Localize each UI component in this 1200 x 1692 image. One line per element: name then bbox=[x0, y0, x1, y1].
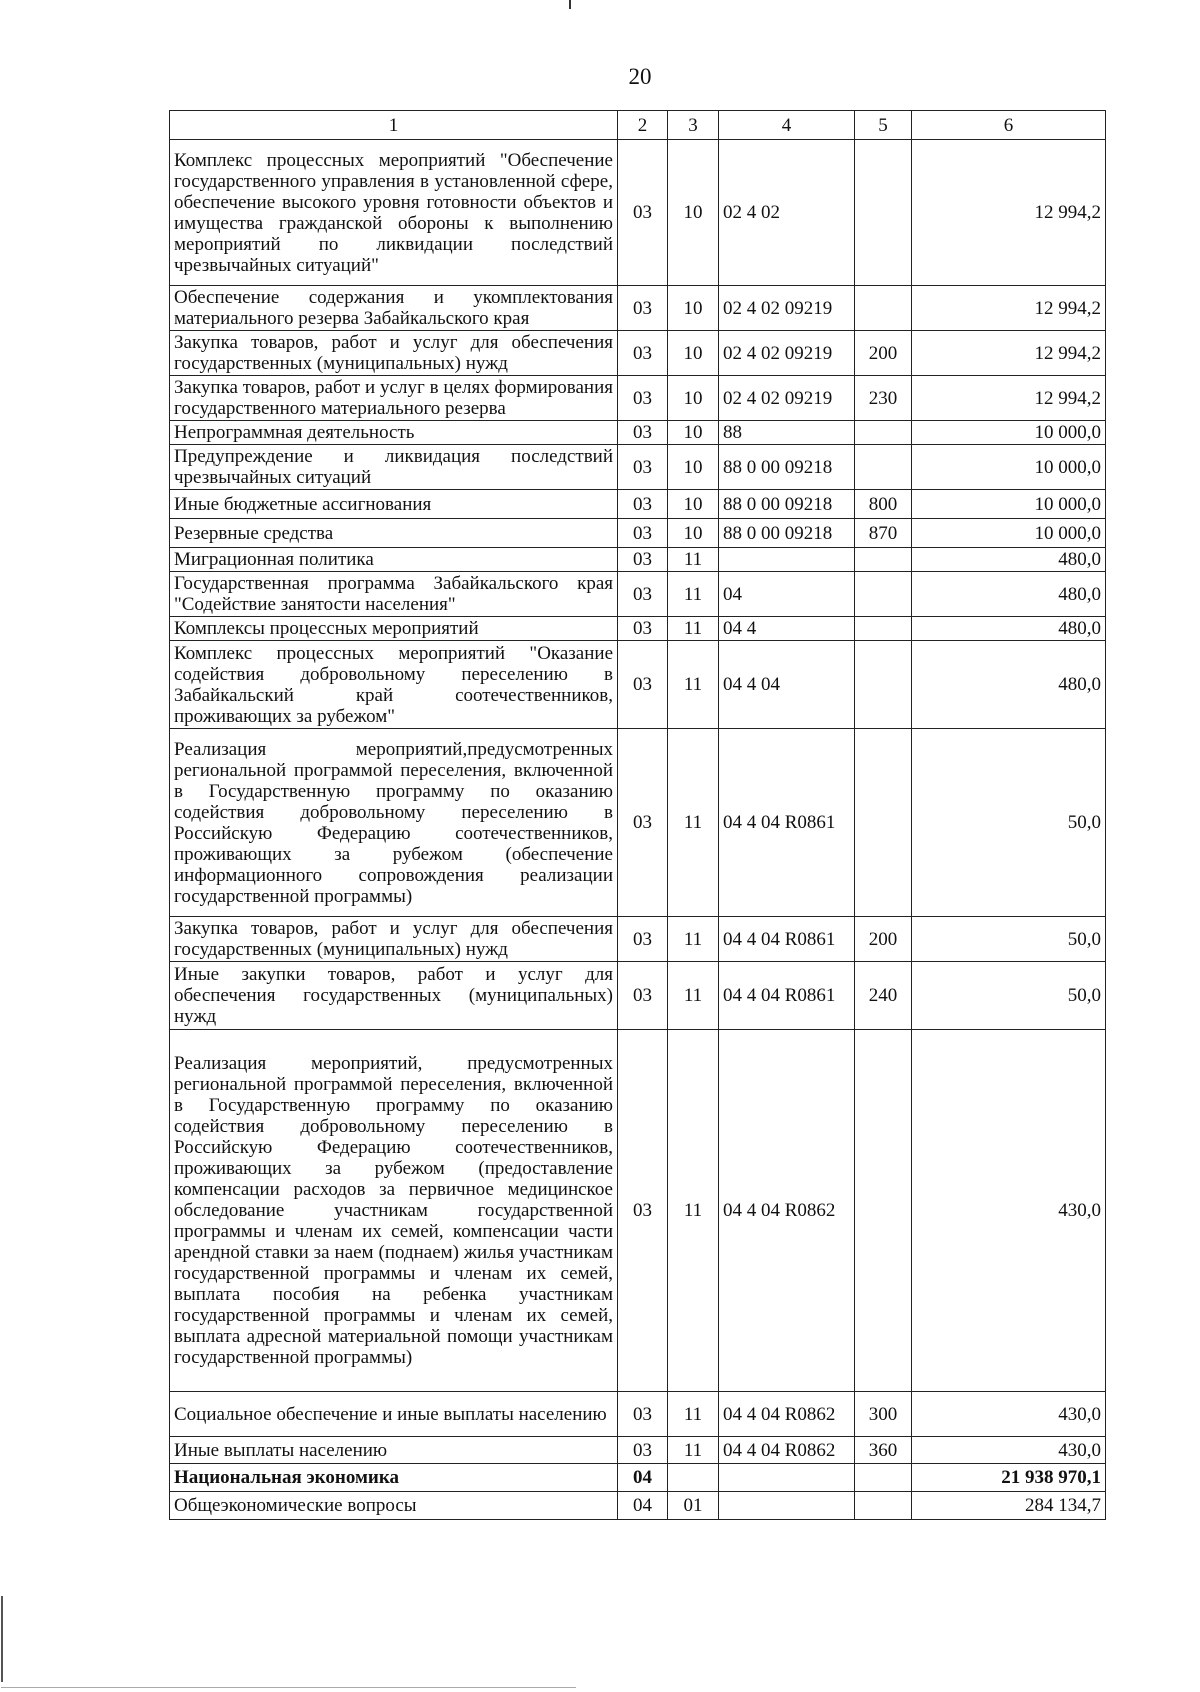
section-code: 03 bbox=[618, 376, 668, 421]
section-code: 03 bbox=[618, 140, 668, 286]
item-name: Резервные средства bbox=[170, 519, 618, 548]
header-cell: 4 bbox=[719, 111, 855, 140]
section-code: 03 bbox=[618, 519, 668, 548]
table-row bbox=[170, 1437, 1106, 1464]
table-header-row bbox=[170, 111, 1106, 140]
section-code: 03 bbox=[618, 548, 668, 572]
expense-type-code bbox=[855, 572, 912, 617]
amount: 480,0 bbox=[912, 641, 1106, 729]
table-row bbox=[170, 572, 1106, 617]
expense-type-code: 200 bbox=[855, 917, 912, 962]
section-code: 04 bbox=[618, 1464, 668, 1492]
amount: 21 938 970,1 bbox=[912, 1464, 1106, 1492]
item-name: Комплекс процессных мероприятий "Обеспечение государственного управления в установленной сфере, обеспечение высокого уровня готовности объектов и имущества гражданской обороны к выполнению мероприятий по ликвидации последствий чрезвычайных ситуаций" bbox=[170, 140, 618, 286]
section-code: 03 bbox=[618, 572, 668, 617]
expense-type-code bbox=[855, 548, 912, 572]
amount: 12 994,2 bbox=[912, 140, 1106, 286]
table-row bbox=[170, 445, 1106, 490]
subsection-code: 11 bbox=[668, 1030, 719, 1392]
target-article-code: 04 bbox=[719, 572, 855, 617]
expense-type-code bbox=[855, 1030, 912, 1392]
expense-type-code: 800 bbox=[855, 490, 912, 519]
table-row bbox=[170, 1492, 1106, 1520]
amount: 430,0 bbox=[912, 1392, 1106, 1437]
subsection-code: 11 bbox=[668, 917, 719, 962]
expense-type-code bbox=[855, 140, 912, 286]
item-name: Общеэкономические вопросы bbox=[170, 1492, 618, 1520]
item-name: Иные бюджетные ассигнования bbox=[170, 490, 618, 519]
amount: 10 000,0 bbox=[912, 421, 1106, 445]
subsection-code: 11 bbox=[668, 641, 719, 729]
target-article-code: 04 4 04 R0861 bbox=[719, 917, 855, 962]
subsection-code: 10 bbox=[668, 519, 719, 548]
target-article-code: 02 4 02 09219 bbox=[719, 286, 855, 331]
amount: 10 000,0 bbox=[912, 519, 1106, 548]
target-article-code: 04 4 04 bbox=[719, 641, 855, 729]
table-row bbox=[170, 962, 1106, 1030]
item-name: Закупка товаров, работ и услуг для обеспечения государственных (муниципальных) нужд bbox=[170, 917, 618, 962]
expense-type-code: 200 bbox=[855, 331, 912, 376]
section-code: 03 bbox=[618, 421, 668, 445]
expense-type-code bbox=[855, 729, 912, 917]
subsection-code: 01 bbox=[668, 1492, 719, 1520]
table-row bbox=[170, 490, 1106, 519]
subsection-code: 10 bbox=[668, 421, 719, 445]
subsection-code: 10 bbox=[668, 445, 719, 490]
section-code: 03 bbox=[618, 286, 668, 331]
section-code: 03 bbox=[618, 445, 668, 490]
amount: 12 994,2 bbox=[912, 376, 1106, 421]
expense-type-code bbox=[855, 1464, 912, 1492]
subsection-code: 11 bbox=[668, 617, 719, 641]
target-article-code: 04 4 04 R0861 bbox=[719, 729, 855, 917]
header-cell: 5 bbox=[855, 111, 912, 140]
amount: 480,0 bbox=[912, 572, 1106, 617]
target-article-code: 88 0 00 09218 bbox=[719, 445, 855, 490]
subsection-code: 11 bbox=[668, 1392, 719, 1437]
item-name: Обеспечение содержания и укомплектования материального резерва Забайкальского края bbox=[170, 286, 618, 331]
item-name: Комплексы процессных мероприятий bbox=[170, 617, 618, 641]
expense-type-code: 300 bbox=[855, 1392, 912, 1437]
table-row bbox=[170, 421, 1106, 445]
target-article-code: 88 0 00 09218 bbox=[719, 490, 855, 519]
target-article-code: 04 4 04 R0861 bbox=[719, 962, 855, 1030]
target-article-code: 02 4 02 09219 bbox=[719, 331, 855, 376]
scan-mark-left bbox=[1, 1596, 3, 1682]
subsection-code: 11 bbox=[668, 1437, 719, 1464]
amount: 284 134,7 bbox=[912, 1492, 1106, 1520]
amount: 480,0 bbox=[912, 617, 1106, 641]
table-row bbox=[170, 286, 1106, 331]
section-code: 03 bbox=[618, 729, 668, 917]
expense-type-code: 360 bbox=[855, 1437, 912, 1464]
table-row bbox=[170, 1030, 1106, 1392]
subsection-code: 10 bbox=[668, 490, 719, 519]
header-cell: 3 bbox=[668, 111, 719, 140]
table-row bbox=[170, 331, 1106, 376]
target-article-code: 04 4 bbox=[719, 617, 855, 641]
expense-type-code bbox=[855, 445, 912, 490]
item-name: Предупреждение и ликвидация последствий чрезвычайных ситуаций bbox=[170, 445, 618, 490]
section-code: 03 bbox=[618, 641, 668, 729]
section-code: 03 bbox=[618, 617, 668, 641]
target-article-code: 02 4 02 09219 bbox=[719, 376, 855, 421]
table-row bbox=[170, 641, 1106, 729]
item-name: Государственная программа Забайкальского края "Содействие занятости населения" bbox=[170, 572, 618, 617]
header-cell: 6 bbox=[912, 111, 1106, 140]
expense-type-code bbox=[855, 1492, 912, 1520]
table-row bbox=[170, 917, 1106, 962]
section-code: 03 bbox=[618, 1437, 668, 1464]
target-article-code: 04 4 04 R0862 bbox=[719, 1392, 855, 1437]
target-article-code bbox=[719, 548, 855, 572]
table-row bbox=[170, 376, 1106, 421]
item-name: Реализация мероприятий, предусмотренных региональной программой переселения, включенной в Государственную программу по оказанию содействия добровольному переселению в Российскую Федерацию соотечественников, проживающих за рубежом (предоставление компенсации расходов за первичное медицинское обследование участникам государственной программы и членам их семей, компенсации части арендной ставки за наем (поднаем) жилья участникам государственной программы и членам их семей, выплата пособия на ребенка участникам государственной программы и членам их семей, выплата адресной материальной помощи участникам государственной программы) bbox=[170, 1030, 618, 1392]
target-article-code: 88 0 00 09218 bbox=[719, 519, 855, 548]
amount: 50,0 bbox=[912, 917, 1106, 962]
subsection-code: 10 bbox=[668, 286, 719, 331]
section-code: 03 bbox=[618, 331, 668, 376]
subsection-code: 11 bbox=[668, 962, 719, 1030]
item-name: Иные выплаты населению bbox=[170, 1437, 618, 1464]
table-row bbox=[170, 617, 1106, 641]
amount: 430,0 bbox=[912, 1030, 1106, 1392]
page-number: 20 bbox=[628, 64, 652, 89]
expense-type-code bbox=[855, 421, 912, 445]
item-name: Закупка товаров, работ и услуг в целях формирования государственного материального резерва bbox=[170, 376, 618, 421]
subsection-code: 11 bbox=[668, 729, 719, 917]
scan-mark-top bbox=[569, 0, 571, 9]
subsection-code: 10 bbox=[668, 331, 719, 376]
amount: 430,0 bbox=[912, 1437, 1106, 1464]
section-code: 04 bbox=[618, 1492, 668, 1520]
subsection-code: 10 bbox=[668, 140, 719, 286]
item-name: Комплекс процессных мероприятий "Оказание содействия добровольному переселению в Забайкальский край соотечественников, проживающих за рубежом" bbox=[170, 641, 618, 729]
table-row bbox=[170, 729, 1106, 917]
item-name: Закупка товаров, работ и услуг для обеспечения государственных (муниципальных) нужд bbox=[170, 331, 618, 376]
item-name: Иные закупки товаров, работ и услуг для обеспечения государственных (муниципальных) нужд bbox=[170, 962, 618, 1030]
expense-type-code bbox=[855, 286, 912, 331]
table-row bbox=[170, 1464, 1106, 1492]
expense-type-code: 230 bbox=[855, 376, 912, 421]
table-row bbox=[170, 519, 1106, 548]
amount: 50,0 bbox=[912, 729, 1106, 917]
target-article-code: 04 4 04 R0862 bbox=[719, 1030, 855, 1392]
target-article-code bbox=[719, 1464, 855, 1492]
section-code: 03 bbox=[618, 917, 668, 962]
amount: 10 000,0 bbox=[912, 445, 1106, 490]
section-code: 03 bbox=[618, 490, 668, 519]
table-row bbox=[170, 548, 1106, 572]
amount: 10 000,0 bbox=[912, 490, 1106, 519]
expense-type-code bbox=[855, 617, 912, 641]
item-name: Реализация мероприятий,предусмотренных региональной программой переселения, включенной в Государственную программу по оказанию содействия добровольному переселению в Российскую Федерацию соотечественников, проживающих за рубежом (обеспечение информационного сопровождения реализации государственной программы) bbox=[170, 729, 618, 917]
expense-type-code bbox=[855, 641, 912, 729]
amount: 12 994,2 bbox=[912, 331, 1106, 376]
subsection-code: 10 bbox=[668, 376, 719, 421]
budget-table bbox=[169, 110, 1106, 1520]
table-row bbox=[170, 140, 1106, 286]
target-article-code: 02 4 02 bbox=[719, 140, 855, 286]
header-cell: 2 bbox=[618, 111, 668, 140]
item-name: Миграционная политика bbox=[170, 548, 618, 572]
amount: 12 994,2 bbox=[912, 286, 1106, 331]
target-article-code: 88 bbox=[719, 421, 855, 445]
section-code: 03 bbox=[618, 1392, 668, 1437]
expense-type-code: 240 bbox=[855, 962, 912, 1030]
section-code: 03 bbox=[618, 1030, 668, 1392]
amount: 50,0 bbox=[912, 962, 1106, 1030]
scan-mark-bottom bbox=[1, 1687, 576, 1688]
subsection-code: 11 bbox=[668, 548, 719, 572]
target-article-code bbox=[719, 1492, 855, 1520]
target-article-code: 04 4 04 R0862 bbox=[719, 1437, 855, 1464]
table-row bbox=[170, 1392, 1106, 1437]
item-name: Непрограммная деятельность bbox=[170, 421, 618, 445]
section-code: 03 bbox=[618, 962, 668, 1030]
item-name: Социальное обеспечение и иные выплаты населению bbox=[170, 1392, 618, 1437]
expense-type-code: 870 bbox=[855, 519, 912, 548]
header-cell: 1 bbox=[170, 111, 618, 140]
amount: 480,0 bbox=[912, 548, 1106, 572]
subsection-code: 11 bbox=[668, 572, 719, 617]
item-name: Национальная экономика bbox=[170, 1464, 618, 1492]
subsection-code bbox=[668, 1464, 719, 1492]
